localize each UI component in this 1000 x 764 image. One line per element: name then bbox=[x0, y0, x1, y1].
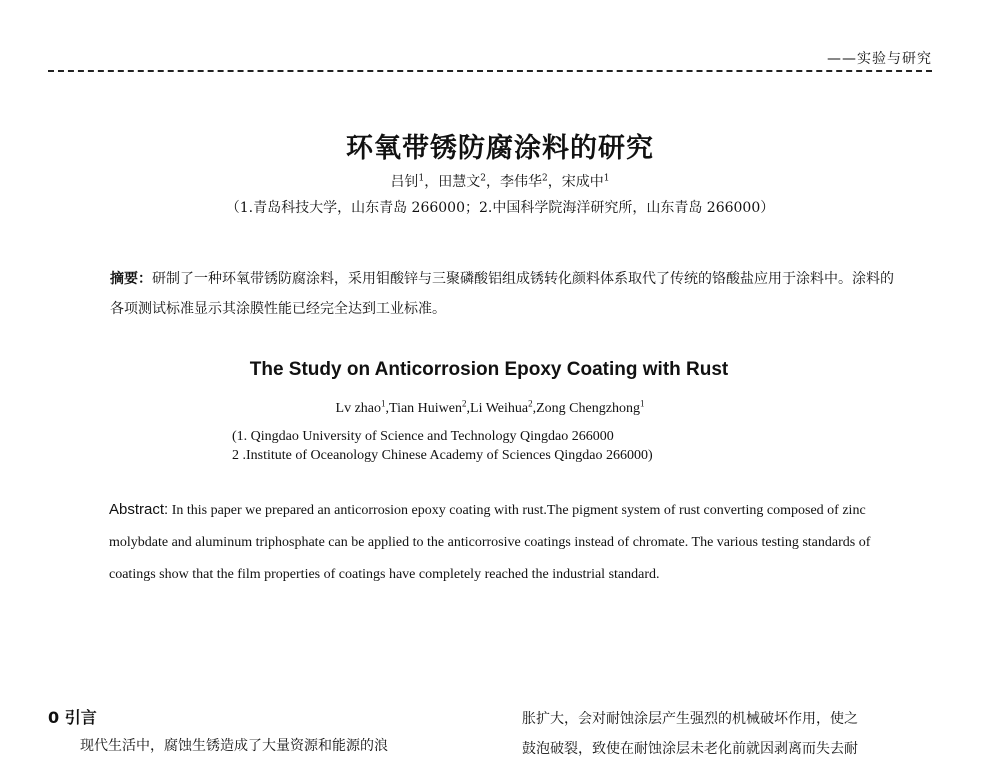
abstract-text-en: In this paper we prepared an anticorrosion epoxy coating with rust.The pigment system of rust converting composed of zinc molybdate and aluminum triphosphate can be applied to the anticorrosive coatings instead of chromate. The various testing standards of coatings show that the film properties of coatings have completely reached the industrial standard. bbox=[109, 503, 871, 582]
body-left-column: 现代生活中，腐蚀生锈造成了大量资源和能源的浪 bbox=[80, 738, 388, 754]
affiliation-mark: 2 bbox=[542, 173, 548, 184]
cn-author-3: 李伟华$^2$， bbox=[500, 173, 562, 190]
body-right-column bbox=[522, 704, 858, 764]
abstract-label-en: Abstract: bbox=[109, 501, 169, 518]
paper-title-cn: 环氧带锈防腐涂料的研究 bbox=[346, 133, 654, 164]
affiliation-en-1: (1. Qingdao University of Science and Technology Qingdao 266000 bbox=[232, 429, 614, 444]
affiliation-mark: 1 bbox=[603, 173, 610, 184]
abstract-label-cn: 摘要： bbox=[110, 271, 152, 287]
abstract-text-cn: 研制了一种环氧带锈防腐涂料，采用钼酸锌与三聚磷酸铝组成锈转化颜料体系取代了传统的铬酸盐应用于涂料中。涂料的各项测试标准显示其涂膜性能已经完全达到工业标准。 bbox=[110, 271, 894, 317]
affiliation-en-2: 2 .Institute of Oceanology Chinese Academy of Sciences Qingdao 266000) bbox=[232, 448, 653, 463]
authors-cn bbox=[0, 171, 1000, 191]
section-tag: ——实验与研究 bbox=[827, 51, 932, 67]
section-heading-introduction: 0 引言 bbox=[48, 708, 97, 727]
affiliation-mark: 2 bbox=[462, 398, 467, 408]
affiliation-mark: 1 bbox=[639, 398, 645, 408]
en-author-2: Tian Huiwen$^2$, bbox=[389, 398, 471, 416]
abstract-en bbox=[109, 494, 899, 591]
affiliation-mark: 1 bbox=[381, 398, 386, 408]
en-author-3: Li Weihua$^2$, bbox=[470, 398, 537, 416]
body-right-line: 鼓泡破裂，致使在耐蚀涂层未老化前就因剥离而失去耐 bbox=[522, 741, 858, 757]
affiliations-cn: （1.青岛科技大学，山东青岛 266000；2.中国科学院海洋研究所，山东青岛 266000） bbox=[225, 200, 775, 216]
en-author-1: Lv zhao$^1$, bbox=[335, 398, 390, 416]
abstract-cn bbox=[110, 264, 900, 324]
en-author-4: Zong Chengzhong$^1$ bbox=[536, 398, 645, 416]
cn-author-2: 田慧文$^2$， bbox=[438, 173, 500, 190]
affiliation-mark: 2 bbox=[480, 173, 486, 184]
header-divider bbox=[48, 70, 932, 72]
body-right-line: 胀扩大，会对耐蚀涂层产生强烈的机械破坏作用，使之 bbox=[522, 711, 858, 727]
affiliations-en bbox=[232, 427, 653, 465]
affiliation-mark: 1 bbox=[418, 173, 425, 184]
cn-author-4: 宋成中$^1$ bbox=[561, 173, 610, 190]
paper-title-en: The Study on Anticorrosion Epoxy Coating with Rust bbox=[249, 359, 729, 380]
affiliation-mark: 2 bbox=[528, 398, 533, 408]
authors-en bbox=[0, 398, 980, 417]
cn-author-1: 吕钊$^1$， bbox=[390, 173, 439, 190]
